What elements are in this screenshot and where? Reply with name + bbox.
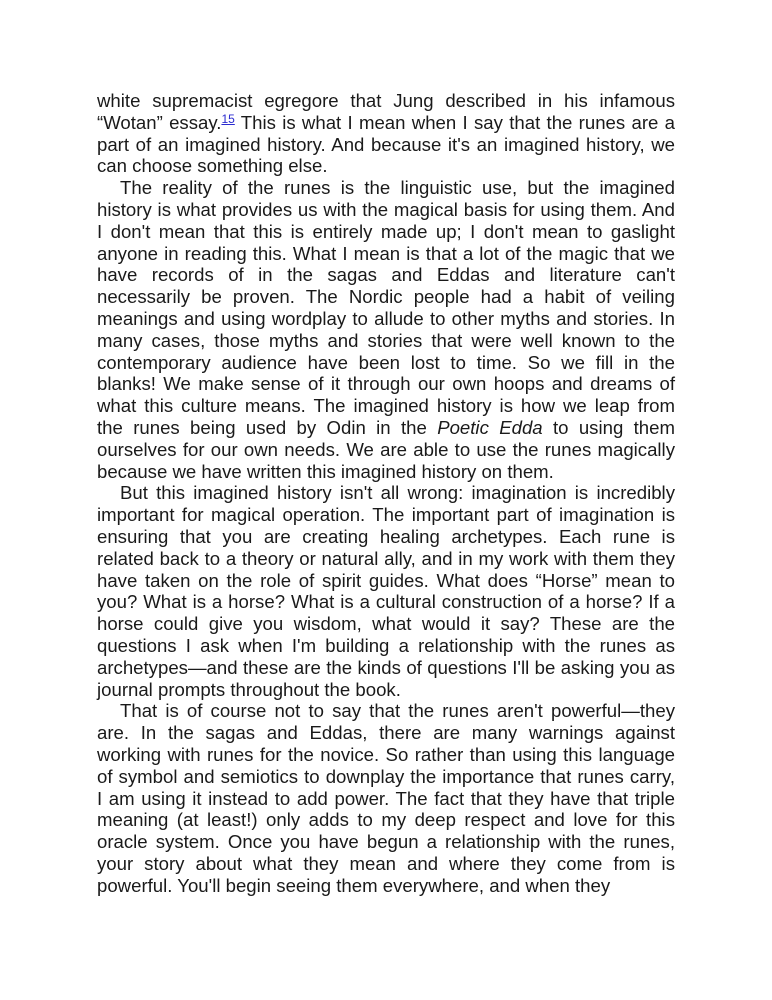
paragraph-text: The reality of the runes is the linguistic use, but the imagined history is what provides us with the magical basis for using them. And I don't mean that this is entirely made up; I don't mean to gaslight anyone in reading this. What I mean is that a lot of the magic that we have records of in the sagas and Eddas and literature can't necessarily be proven. The Nordic people had a habit of veiling meanings and using wordplay to allude to other myths and stories. In many cases, those myths and stories that were well known to the contemporary audience have been lost to time. So we fill in the blanks! We make sense of it through our own hoops and dreams of what this culture means. The imagined history is how we leap from the runes being used by Odin in the [97, 177, 675, 438]
paragraph-text: This is what I mean when I say that the runes are a part of an imagined history. And because it's an imagined history, we can choose something else. [97, 111, 676, 177]
paragraph-text: But this imagined history isn't all wrong: imagination is incredibly important for magical operation. The important part of imagination is ensuring that you are creating healing archetypes. Each rune is related back to a theory or natural ally, and in my work with them they have taken on the role of spirit guides. What does “Horse” mean to you? What is a horse? What is a cultural construction of a horse? If a horse could give you wisdom, what would it say? These are the questions I ask when I'm building a relationship with the runes as archetypes—and these are the kinds of questions I'll be asking you as journal prompts throughout the book. [97, 482, 675, 700]
paragraph [97, 90, 675, 177]
paragraph [97, 700, 675, 896]
paragraph [97, 177, 675, 482]
book-title: Poetic Edda [437, 416, 543, 438]
paragraph-text: That is of course not to say that the runes aren't powerful—they are. In the sagas and Eddas, there are many warnings against working with runes for the novice. So rather than using this language of symbol and semiotics to downplay the importance that runes carry, I am using it instead to add power. The fact that they have that triple meaning (at least!) only adds to my deep respect and love for this oracle system. Once you have begun a relationship with the runes, your story about what they mean and where they come from is powerful. You'll begin seeing them everywhere, and when they [97, 700, 675, 896]
paragraph-text: to using them ourselves for our own needs. We are able to use the runes magically because we have written this imagined history on them. [97, 416, 675, 482]
paragraph-text: white supremacist egregore that Jung described in his infamous “Wotan” essay. [97, 90, 675, 133]
footnote-link[interactable]: 15 [221, 111, 235, 126]
page-body [97, 90, 675, 896]
paragraph [97, 482, 675, 700]
